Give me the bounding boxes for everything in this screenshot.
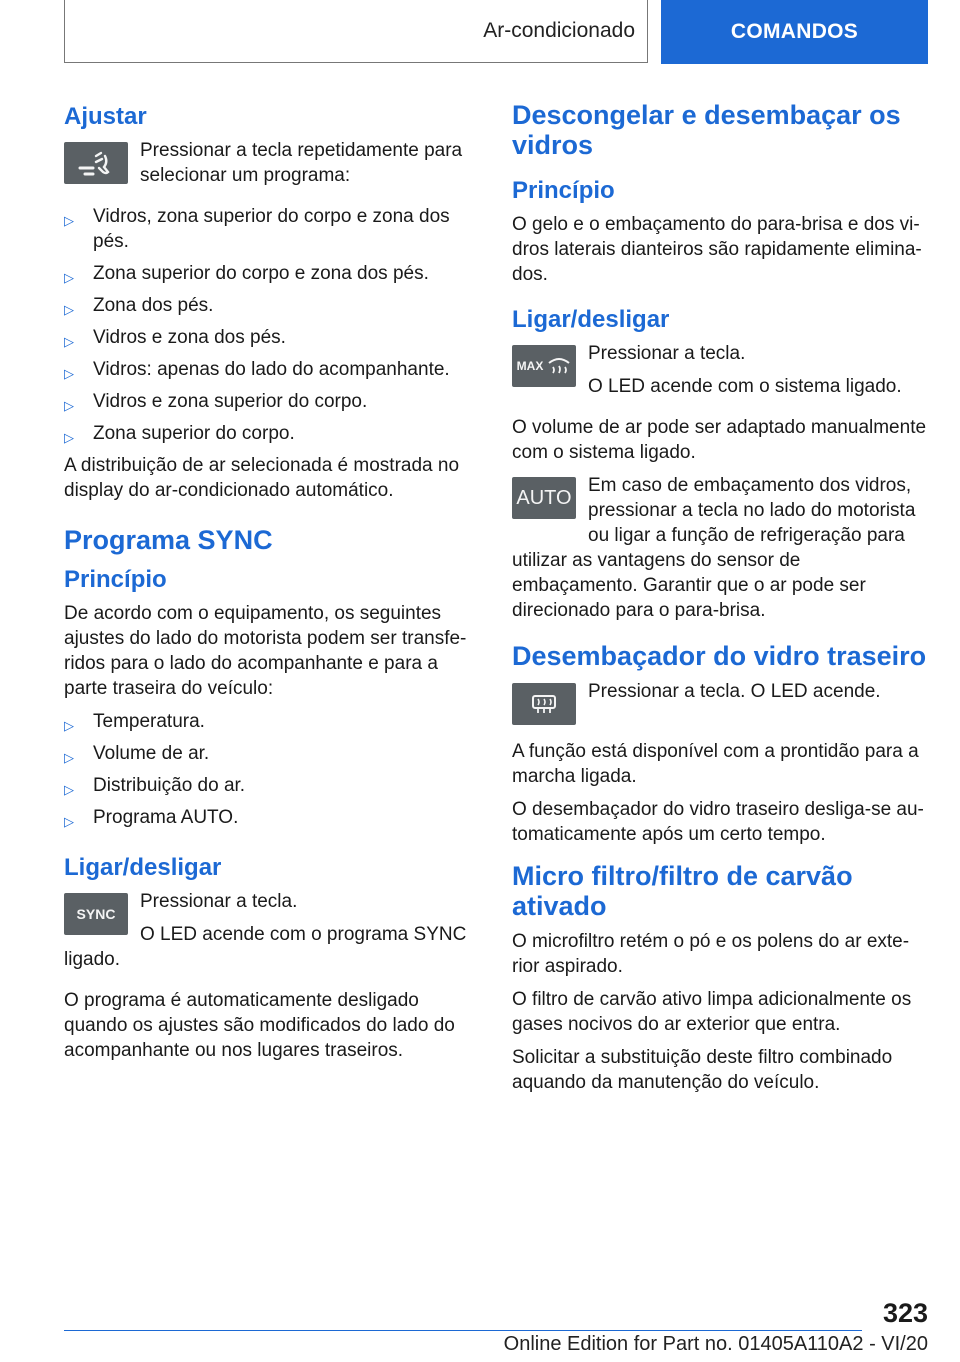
- triangle-bullet-icon: ▷: [64, 750, 74, 765]
- triangle-bullet-icon: ▷: [64, 334, 74, 349]
- descongelar-volume: O volume de ar pode ser adaptado manualmente com o sistema ligado.: [512, 417, 927, 463]
- list-item: ▷ Temperatura.: [64, 709, 472, 734]
- footer-edition: Online Edition for Part no. 01405A110A2 - VI/20: [503, 1333, 928, 1355]
- list-item: ▷ Vidros e zona dos pés.: [64, 325, 472, 350]
- sync-principio-text: De acordo com o equipamento, os seguintes ajustes do lado do motorista podem ser transfe-ridos para o lado do acompanhante e para a parte traseira do veículo:: [64, 603, 467, 699]
- filtro-p3: Solicitar a substituição deste filtro combinado aquando da manutenção do veículo.: [512, 1047, 893, 1093]
- traseiro-disponivel: A função está disponível com a prontidão para a marcha ligada.: [512, 741, 919, 787]
- sync-auto-off: O programa é automaticamente desligado quando os ajustes são modificados do lado do acompanhante ou nos lugares traseiros.: [64, 990, 455, 1061]
- sync-heading: Programa SYNC: [64, 525, 273, 555]
- rear-defrost-key-block: [512, 679, 928, 731]
- ajustar-key-block: [64, 138, 472, 196]
- sync-ligar-text2: O LED acende com o programa SYNC ligado.: [64, 924, 467, 970]
- sync-key-block: [64, 889, 472, 980]
- list-item: ▷ Zona dos pés.: [64, 293, 472, 318]
- chapter-tab[interactable]: COMANDOS: [661, 0, 928, 64]
- traseiro-heading: Desembaçador do vidro traseiro: [512, 641, 927, 671]
- triangle-bullet-icon: ▷: [64, 718, 74, 733]
- max-defrost-key-block: [512, 341, 928, 407]
- list-item: ▷ Vidros e zona superior do corpo.: [64, 389, 472, 414]
- ajustar-note: A distribuição de ar selecionada é mostrada no display do ar-condicionado automático.: [64, 455, 460, 501]
- triangle-bullet-icon: ▷: [64, 782, 74, 797]
- triangle-bullet-icon: ▷: [64, 814, 74, 829]
- triangle-bullet-icon: ▷: [64, 270, 74, 285]
- page-header: [64, 0, 928, 64]
- sync-list: [64, 709, 472, 830]
- descongelar-heading: Descongelar e desembaçar os vidros: [512, 100, 901, 160]
- descongelar-ligar-text2: O LED acende com o sistema ligado.: [588, 376, 902, 397]
- descongelar-ligar-heading: Ligar/desligar: [512, 306, 670, 333]
- list-item: ▷ Distribuição do ar.: [64, 773, 472, 798]
- traseiro-auto-off: O desembaçador do vidro traseiro desliga-se au-tomaticamente após um certo tempo.: [512, 799, 924, 845]
- filtro-p1: O microfiltro retém o pó e os polens do ar exte-rior aspirado.: [512, 931, 910, 977]
- ajustar-list: [64, 204, 472, 446]
- footer-divider: [64, 1330, 862, 1331]
- traseiro-key-text: Pressionar a tecla. O LED acende.: [588, 681, 881, 702]
- list-item: ▷ Programa AUTO.: [64, 805, 472, 830]
- descongelar-ligar-text1: Pressionar a tecla.: [588, 343, 746, 364]
- triangle-bullet-icon: ▷: [64, 302, 74, 317]
- descongelar-principio-heading: Princípio: [512, 177, 615, 204]
- auto-key-block: [512, 473, 928, 623]
- triangle-bullet-icon: ▷: [64, 366, 74, 381]
- list-item: ▷ Vidros: apenas do lado do acompanhante.: [64, 357, 472, 382]
- sync-principio-heading: Princípio: [64, 566, 167, 593]
- air-distribution-key-icon: [64, 142, 128, 184]
- filtro-heading: Micro filtro/filtro de carvão ativado: [512, 861, 853, 921]
- list-item: ▷ Zona superior do corpo e zona dos pés.: [64, 261, 472, 286]
- list-item: ▷ Vidros, zona superior do corpo e zona dos pés.: [64, 206, 450, 252]
- sync-ligar-text1: Pressionar a tecla.: [140, 891, 298, 912]
- rear-defrost-key-icon: [512, 683, 576, 725]
- right-column: [512, 100, 928, 1103]
- list-item: ▷ Volume de ar.: [64, 741, 472, 766]
- left-column: [64, 100, 472, 1071]
- descongelar-principio-text: O gelo e o embaçamento do para-brisa e dos vi-dros laterais dianteiros são rapidamente elimina-dos.: [512, 214, 922, 285]
- triangle-bullet-icon: ▷: [64, 430, 74, 445]
- ajustar-intro: Pressionar a tecla repetidamente para selecionar um programa:: [140, 140, 463, 186]
- section-title: Ar-condicionado: [64, 0, 648, 63]
- filtro-p2: O filtro de carvão ativo limpa adicionalmente os gases nocivos do ar exterior que entra.: [512, 989, 912, 1035]
- triangle-bullet-icon: ▷: [64, 213, 74, 228]
- descongelar-auto-text: Em caso de embaçamento dos vidros, pressionar a tecla no lado do motorista ou ligar a função de refrigeração para utilizar as vantagens do sensor de embaçamento. Garantir que o ar pode ser direcionado para o para-brisa.: [512, 475, 916, 621]
- list-item: ▷ Zona superior do corpo.: [64, 421, 472, 446]
- page-number: 323: [882, 1298, 928, 1328]
- sync-key-icon: SYNC: [64, 893, 128, 935]
- triangle-bullet-icon: ▷: [64, 398, 74, 413]
- auto-key-icon: AUTO: [512, 477, 576, 519]
- ajustar-heading: Ajustar: [64, 103, 147, 130]
- max-defrost-key-icon: MAX: [512, 345, 576, 387]
- sync-ligar-heading: Ligar/desligar: [64, 854, 222, 881]
